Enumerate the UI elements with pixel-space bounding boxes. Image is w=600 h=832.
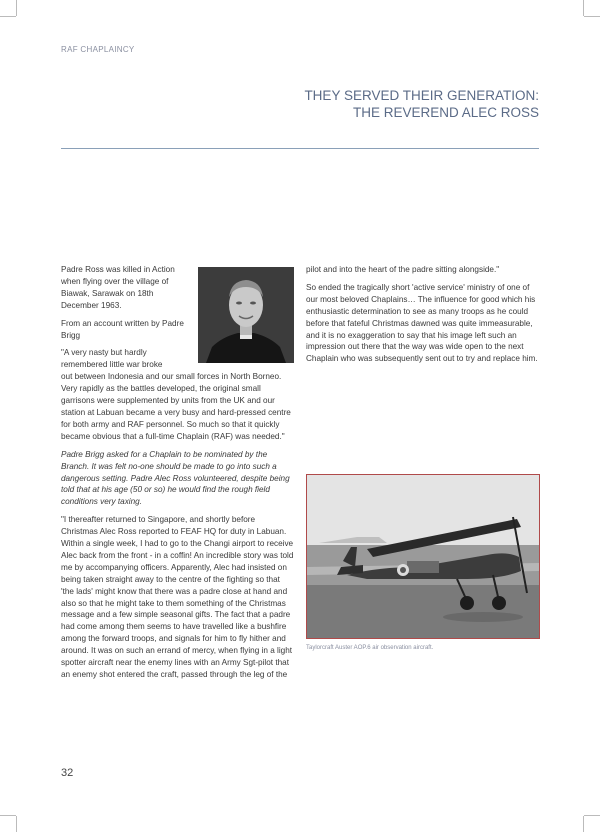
paragraph: pilot and into the heart of the padre sitting alongside." [306, 265, 500, 274]
crop-mark [16, 0, 17, 16]
crop-mark [0, 815, 16, 816]
title-divider [61, 148, 539, 149]
crop-mark [584, 16, 600, 17]
photo-caption: Taylorcraft Auster AOP.6 air observation aircraft. [306, 645, 434, 651]
title-line-1: THEY SERVED THEIR GENERATION: [304, 88, 539, 103]
article-title [304, 87, 539, 121]
crop-mark [16, 816, 17, 832]
page-number: 32 [61, 767, 74, 779]
italic-paragraph: Padre Brigg asked for a Chaplain to be nominated by the Branch. It was felt no-one should be made to go into such a dangerous setting. Padre Alec Ross volunteered, despite being told that at his age (50 or so) he would find the rough field conditions very taxing. [61, 449, 290, 507]
paragraph: From an account written by Padre Brigg [61, 318, 184, 340]
crop-mark [583, 0, 584, 16]
crop-mark [583, 816, 584, 832]
paragraph: Padre Ross was killed in Action when flying over the village of Biawak, Sarawak on 18th December 1963. [61, 265, 175, 310]
crop-mark [584, 815, 600, 816]
left-column [61, 264, 294, 687]
crop-mark [0, 16, 16, 17]
paragraph: out between Indonesia and our small forces in North Borneo. Very rapidly as the battles developed, the original small garrisons were supplemented by units from the UK and our station at Labuan became a very busy and hard-pressed centre for both army and RAF personnel. So much so that it quickly became obvious that a full-time Chaplain (RAF) was needed." [61, 372, 291, 441]
title-line-2: THE REVEREND ALEC ROSS [352, 105, 539, 120]
running-head: RAF CHAPLAINCY [61, 45, 135, 54]
right-column [306, 264, 540, 371]
paragraph: So ended the tragically short 'active service' ministry of one of our most beloved Chaplains… The influence for good which his enthusiastic determination to see as many troops as he could before that fateful Christmas dawned was quite immeasurable, and it is no exaggeration to say that his image left such an impression out there that the way was wide open to the next Chaplain who was subsequently sent out to try and replace him. [306, 282, 538, 364]
paragraph: "I thereafter returned to Singapore, and shortly before Christmas Alec Ross reported to FEAF HQ for duty in Labuan. Within a single week, I had to go to the Changi airport to receive Alec back from the front - in a coffin! An incredible story was told me by accompanying officers. Apparently, Alec had insisted on being taken straight away to the centre of the fighting so that 'the lads' might know that there was a padre close at hand and also so that he might take to them something of the Christmas message and a few simple seasonal gifts. The fact that a padre had come among them seems to have travelled like a bushfire among the forward troops, and signals for him to fly hither and around. It was on such an errand of mercy, when flying in a light spotter aircraft near the enemy lines with an Army Sgt-pilot that an enemy shot entered the craft, passed through the leg of the [61, 515, 294, 679]
aircraft-photo [306, 474, 540, 639]
paragraph: "A very nasty but hardly remembered little war broke [61, 348, 163, 370]
